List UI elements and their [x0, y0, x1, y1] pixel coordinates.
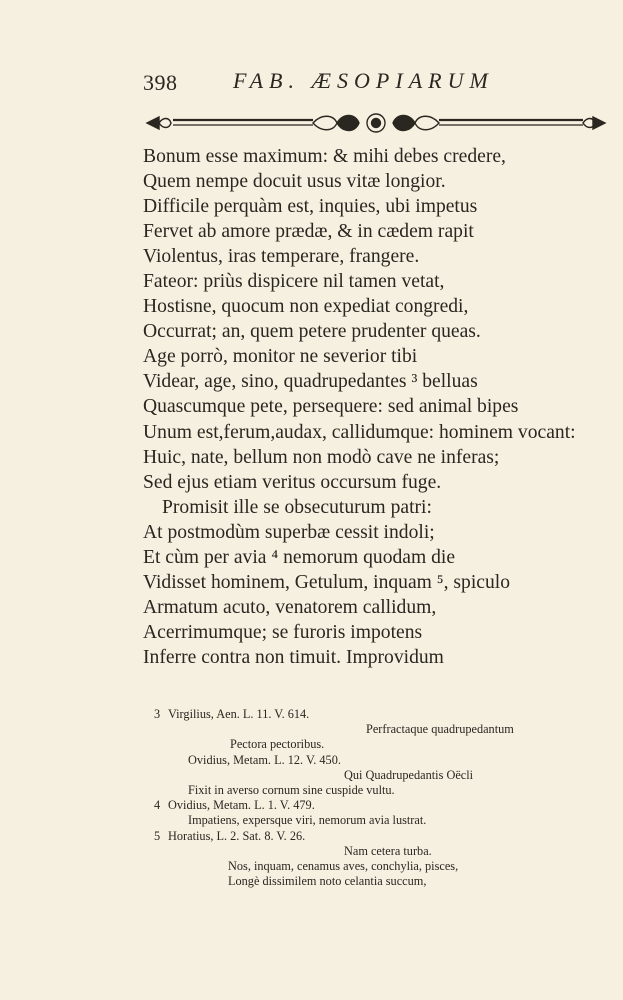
verse-line: Difficile perquàm est, inquies, ubi impetus	[143, 196, 478, 218]
verse-line: At postmodùm superbæ cessit indoli;	[143, 521, 435, 543]
verse-line: Et cùm per avia ⁴ nemorum quodam die	[143, 546, 456, 568]
running-title: FAB. ÆSOPIARUM	[233, 68, 494, 93]
footnotes	[154, 707, 564, 889]
verse-line: Videar, age, sino, quadrupedantes ³ belluas	[143, 371, 478, 393]
verse-line: Promisit ille se obsecuturum patri:	[162, 496, 432, 518]
verse-line: Hostisne, quocum non expediat congredi,	[143, 296, 469, 318]
footnote-quote: Fixit in averso cornum sine cuspide vultu.	[188, 782, 395, 797]
footnote-marker: 3	[154, 707, 161, 721]
verse-line: Sed ejus etiam veritus occursum fuge.	[143, 471, 442, 493]
footnote-quote: Longè dissimilem noto celantia succum,	[228, 874, 427, 889]
verse-line: Violentus, iras temperare, frangere.	[143, 246, 420, 268]
footnote-quote: Qui Quadrupedantis Oëcli	[344, 767, 474, 782]
verse-line: Acerrimumque; se furoris impotens	[143, 621, 423, 643]
footnote-3-reference: 3 Virgilius, Aen. L. 11. V. 614.	[154, 707, 310, 721]
verse-text	[143, 144, 613, 670]
footnote-3-reference-2: Ovidius, Metam. L. 12. V. 450.	[188, 752, 341, 767]
verse-line: Quascumque pete, persequere: sed animal bipes	[143, 396, 519, 418]
footnote-quote: Perfractaque quadrupedantum	[366, 722, 514, 737]
verse-line: Age porrò, monitor ne severior tibi	[143, 346, 418, 368]
verse-line: Occurrat; an, quem petere prudenter queas.	[143, 321, 481, 343]
footnote-marker: 4	[154, 798, 161, 813]
footnote-quote: Pectora pectoribus.	[230, 737, 325, 752]
footnote-quote: Impatiens, expersque viri, nemorum avia lustrat.	[188, 813, 427, 828]
verse-line: Armatum acuto, venatorem callidum,	[143, 596, 437, 618]
footnote-quote: Nam cetera turba.	[344, 843, 432, 858]
page-header	[143, 64, 563, 104]
ornamental-rule	[143, 108, 609, 138]
verse-line: Vidisset hominem, Getulum, inquam ⁵, spiculo	[143, 571, 511, 593]
verse-line: Unum est,ferum,audax, callidumque: hominem vocant:	[143, 421, 576, 443]
verse-line: Bonum esse maximum: & mihi debes credere,	[143, 146, 506, 167]
verse-line: Inferre contra non timuit. Improvidum	[143, 646, 444, 668]
footnote-5-reference: 5 Horatius, L. 2. Sat. 8. V. 26.	[154, 828, 306, 843]
page-number: 398	[143, 70, 178, 95]
footnote-marker: 5	[154, 828, 161, 843]
footnote-4-reference: 4 Ovidius, Metam. L. 1. V. 479.	[154, 798, 315, 813]
verse-line: Huic, nate, bellum non modò cave ne inferas;	[143, 446, 500, 468]
verse-line: Fateor: priùs dispicere nil tamen vetat,	[143, 271, 445, 293]
verse-line: Fervet ab amore prædæ, & in cædem rapit	[143, 221, 474, 243]
footnote-quote: Nos, inquam, cenamus aves, conchylia, pisces,	[228, 858, 459, 873]
verse-line: Quem nempe docuit usus vitæ longior.	[143, 171, 446, 193]
